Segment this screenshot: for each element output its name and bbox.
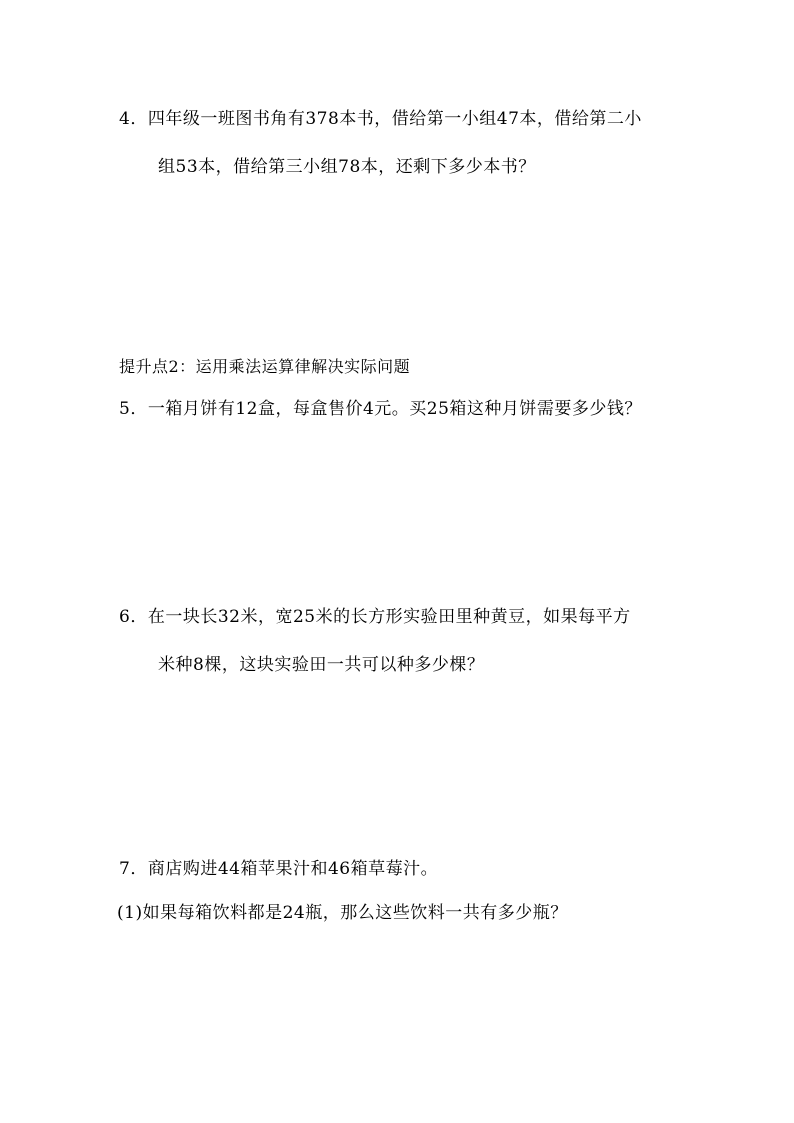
problem-5-line-1: 5．一箱月饼有12盒，每盒售价4元。买25箱这种月饼需要多少钱？ <box>119 399 642 419</box>
problem-6-line-1: 6．在一块长32米，宽25米的长方形实验田里种黄豆，如果每平方 <box>119 607 631 627</box>
problem-7-subquestion-1: (1)如果每箱饮料都是24瓶，那么这些饮料一共有多少瓶？ <box>117 903 568 923</box>
problem-7-line-1: 7．商店购进44箱苹果汁和46箱草莓汁。 <box>119 859 439 879</box>
problem-4-line-2: 组53本，借给第三小组78本，还剩下多少本书？ <box>158 157 536 177</box>
problem-4-line-1: 4．四年级一班图书角有378本书，借给第一小组47本，借给第二小 <box>119 109 642 129</box>
section-heading: 提升点2：运用乘法运算律解决实际问题 <box>119 357 411 376</box>
problem-6-line-2: 米种8棵，这块实验田一共可以种多少棵？ <box>158 655 485 675</box>
